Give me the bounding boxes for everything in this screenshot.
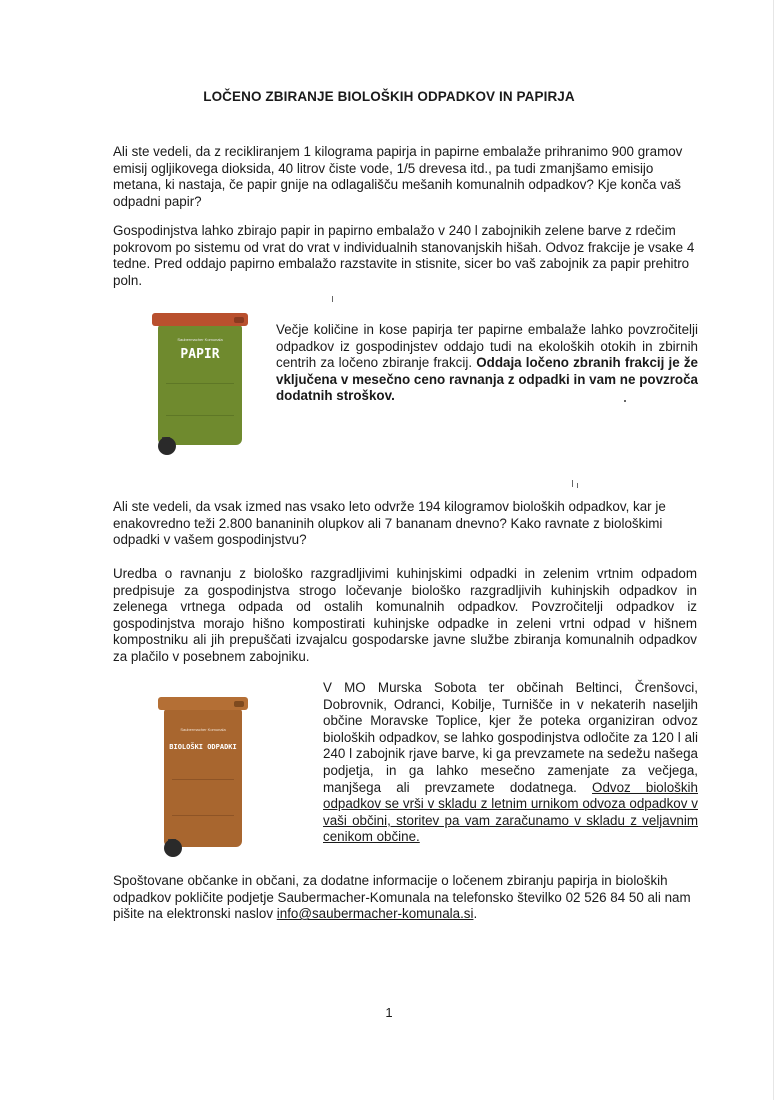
page-number: 1 bbox=[385, 1005, 393, 1020]
paragraph-bio-municipalities bbox=[323, 680, 698, 846]
paragraph-bio-facts: Ali ste vedeli, da vsak izmed nas vsako leto odvrže 194 kilogramov bioloških odpadkov, kar je enakovredno teži 2.800 bananinih olupkov ali 7 bananam dnevno? Kako ravnate z biološkimi odpadki v vašem gospodinjstvu? bbox=[113, 499, 666, 548]
bio-bin-image bbox=[158, 697, 248, 857]
paper-bin-handle bbox=[234, 317, 244, 323]
paper-bin-body bbox=[158, 325, 242, 445]
contact-end: . bbox=[473, 906, 478, 922]
bio-bin-wheel bbox=[164, 839, 182, 857]
paragraph-paper-facts: Ali ste vedeli, da z recikliranjem 1 kilograma papirja in papirne embalaže prihranimo 900 gramov emisij ogljikovega dioksida, 40 litrov čiste vode, 1/5 drevesa itd., pa tudi zmanjšamo emisijo metana, ki nastaja, če papir gnije na odlagališču mešanih komunalnih odpadkov? Kje konča vaš odpadni papir? bbox=[113, 144, 683, 209]
bio-bin-small-text: Saubermacher Komunala bbox=[180, 727, 226, 732]
paper-bin-label: PAPIR bbox=[180, 347, 220, 362]
paper-bin-wheel bbox=[158, 437, 176, 455]
paragraph-bio-regulation: Uredba o ravnanju z biološko razgradljivimi kuhinjskimi odpadki in zelenim vrtnim odpadom predpisuje za gospodinjstva strogo ločevanje biološko razgradljivih kuhinjskih odpadkov in zelenega vrtnega odpada od ostalih komunalnih odpadkov. Povzročitelji odpadkov iz gospodinjstva morajo hišno kompostirati kuhinjske odpadke in zeleni vrtni odpad v hišnem kompostniku ali jih prepuščati izvajalcu gospodarske javne službe zbiranja komunalnih odpadkov za plačilo v posebnem zabojniku. bbox=[113, 566, 697, 664]
bio-bin-handle bbox=[234, 701, 244, 707]
paper-ecoislands-bold-text: Oddaja ločeno zbranih frakcij je že vključena v mesečno ceno ravnanja z odpadki in vam ne povzroča dodatnih stroškov. bbox=[276, 355, 698, 404]
paper-bin-small-text: Saubermacher Komunala bbox=[177, 337, 223, 342]
bio-municipalities-text: V MO Murska Sobota ter občinah Beltinci, Črenšovci, Dobrovnik, Odranci, Kobilje, Turnišče in v nekaterih naseljih občine Moravske Toplice, kjer že poteka organiziran odvoz bioloških odpadkov, se lahko gospodinjstva odločite za 120 l ali 240 l zabojnik rjave barve, ki ga prevzamete na sedežu našega podjetja, in ga lahko mesečno zamenjate za večjega, manjšega ali prevzamete dodatnega. bbox=[323, 680, 698, 795]
bio-schedule-underlined-text: Odvoz bioloških odpadkov se vrši v skladu z letnim urnikom odvoza odpadkov v vaši občini, storitev pa vam zaračunamo v skladu z veljavnim cenikom občine. bbox=[323, 779, 698, 845]
contact-text: Spoštovane občanke in občani, za dodatne informacije o ločenem zbiranju papirja in bioloških odpadkov pokličite podjetje Saubermacher-Komunala na telefonsko številko 02 526 84 50 ali nam pišite na elektronski naslov bbox=[113, 873, 691, 922]
paper-bin-image bbox=[152, 313, 248, 455]
page-title: LOČENO ZBIRANJE BIOLOŠKIH ODPADKOV IN PAPIRJA bbox=[203, 89, 575, 104]
paragraph-paper-collection: Gospodinjstva lahko zbirajo papir in papirno embalažo v 240 l zabojnikih zelene barve z rdečim pokrovom po sistemu od vrat do vrat v individualnih stanovanjskih hišah. Odvoz frakcije je vsake 4 tedne. Pred oddajo papirno embalažo razstavite in stisnite, sicer bo vaš zabojnik za papir prehitro poln. bbox=[113, 223, 695, 288]
paper-ecoislands-text: Večje količine in kose papirja ter papirne embalaže lahko povzročitelji odpadkov iz gospodinjstev oddajo tudi na ekoloških otokih in zbirnih centrih za ločeno zbiranje frakcij. bbox=[276, 322, 698, 371]
bio-bin-body bbox=[164, 709, 242, 847]
paragraph-contact bbox=[113, 873, 697, 923]
paragraph-paper-ecoislands bbox=[276, 322, 698, 405]
page-edge bbox=[773, 0, 774, 1100]
bio-bin-label: BIOLOŠKI ODPADKI bbox=[169, 743, 237, 751]
contact-email-link[interactable]: info@saubermacher-komunala.si bbox=[276, 906, 474, 922]
